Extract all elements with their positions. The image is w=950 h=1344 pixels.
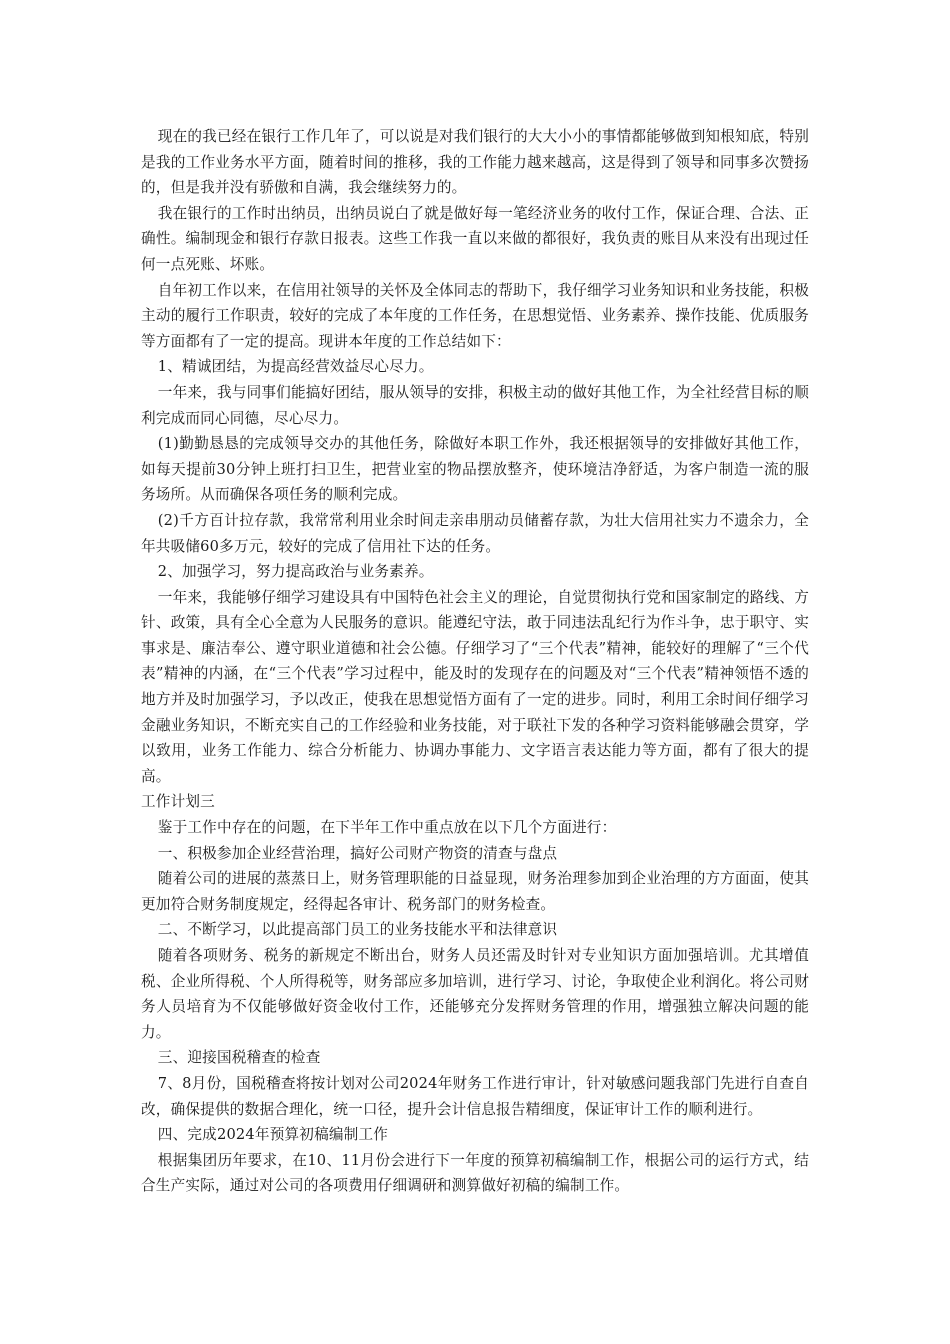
section-heading: 四、完成2024年预算初稿编制工作 — [157, 1126, 389, 1144]
paragraph: 一年来，我能够仔细学习建设具有中国特色社会主义的理论，自觉贯彻执行党和国家制定的路线、方针、政策，具有全心全意为人民服务的意识。能遵纪守法，敢于同违法乱纪行为作斗争，忠于职守、实事求是、廉洁奉公、遵守职业道德和社会公德。仔细学习了“三个代表”精神，能较好的理解了“三个代表”精神的内涵，在“三个代表”学习过程中，能及时的发现存在的问题及对“三个代表”精神领悟不透的地方并及时加强学习，予以改正，使我在思想觉悟方面有了一定的进步。同时，利用工余时间仔细学习金融业务知识，不断充实自己的工作经验和业务技能，对于联社下发的各种学习资料能够融会贯穿，学以致用，业务工作能力、综合分析能力、协调办事能力、文字语言表达能力等方面，都有了很大的提高。 — [141, 588, 809, 785]
paragraph: 随着各项财务、税务的新规定不断出台，财务人员还需及时针对专业知识方面加强培训。尤其增值税、企业所得税、个人所得税等，财务部应多加培训，进行学习、讨论，争取使企业利润化。将公司财务人员培育为不仅能够做好资金收付工作，还能够充分发挥财务管理的作用，增强独立解决问题的能力。 — [141, 947, 809, 1041]
paragraph: 我在银行的工作时出纳员，出纳员说白了就是做好每一笔经济业务的收付工作，保证合理、合法、正确性。编制现金和银行存款日报表。这些工作我一直以来做的都很好，我负责的账目从来没有出现过任何一点死账、坏账。 — [141, 204, 809, 273]
document-title: 工作计划三 — [141, 793, 215, 811]
section-heading: 一、积极参加企业经营治理，搞好公司财产物资的清查与盘点 — [157, 844, 558, 862]
paragraph: 一年来，我与同事们能搞好团结，服从领导的安排，积极主动的做好其他工作，为全社经营目标的顺利完成而同心同德，尽心尽力。 — [141, 383, 809, 427]
section-heading: 三、迎接国税稽查的检查 — [157, 1049, 321, 1067]
paragraph: 根据集团历年要求，在10、11月份会进行下一年度的预算初稿编制工作，根据公司的运行方式，结合生产实际，通过对公司的各项费用仔细调研和测算做好初稿的编制工作。 — [141, 1151, 809, 1195]
paragraph: (2)千方百计拉存款，我常常利用业余时间走亲串朋动员储蓄存款，为壮大信用社实力不遗余力，全年共吸储60多万元，较好的完成了信用社下达的任务。 — [141, 511, 809, 555]
paragraph: (1)勤勤恳恳的完成领导交办的其他任务，除做好本职工作外，我还根据领导的安排做好其他工作，如每天提前30分钟上班打扫卫生，把营业室的物品摆放整齐，使环境洁净舒适，为客户制造一流的服务场所。从而确保各项任务的顺利完成。 — [141, 435, 809, 504]
paragraph: 自年初工作以来，在信用社领导的关怀及全体同志的帮助下，我仔细学习业务知识和业务技能，积极主动的履行工作职责，较好的完成了本年度的工作任务，在思想觉悟、业务素养、操作技能、优质服务等方面都有了一定的提高。现讲本年度的工作总结如下： — [141, 281, 809, 350]
paragraph: 随着公司的进展的蒸蒸日上，财务管理职能的日益显现，财务治理参加到企业治理的方方面面，使其更加符合财务制度规定，经得起各审计、税务部门的财务检查。 — [141, 870, 809, 913]
paragraph: 现在的我已经在银行工作几年了，可以说是对我们银行的大大小小的事情都能够做到知根知底，特别是我的工作业务水平方面，随着时间的推移，我的工作能力越来越高，这是得到了领导和同事多次赞扬的，但是我并没有骄傲和自满，我会继续努力的。 — [141, 128, 809, 197]
paragraph: 7、8月份，国税稽查将按计划对公司2024年财务工作进行审计，针对敏感问题我部门先进行自查自改，确保提供的数据合理化，统一口径，提升会计信息报告精细度，保证审计工作的顺利进行。 — [141, 1074, 809, 1118]
paragraph: 鉴于工作中存在的问题，在下半年工作中重点放在以下几个方面进行： — [157, 819, 617, 837]
section-heading: 1、精诚团结，为提高经营效益尽心尽力。 — [157, 358, 434, 376]
section-heading: 2、加强学习，努力提高政治与业务素养。 — [157, 563, 434, 581]
section-heading: 二、不断学习，以此提高部门员工的业务技能水平和法律意识 — [157, 921, 558, 939]
document-body — [141, 124, 809, 1199]
